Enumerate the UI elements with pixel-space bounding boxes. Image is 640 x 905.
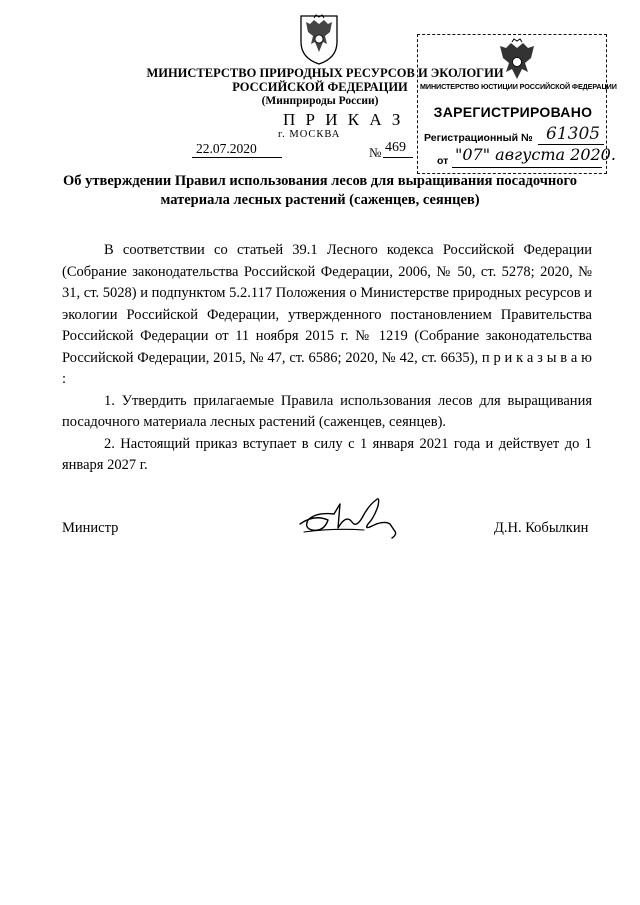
handwritten-signature-icon bbox=[294, 484, 414, 544]
stamp-reg-number-label: Регистрационный № bbox=[424, 132, 533, 144]
ministry-name-line2: РОССИЙСКОЙ ФЕДЕРАЦИИ bbox=[232, 80, 408, 94]
preamble-paragraph: В соответствии со статьей 39.1 Лесного кодекса Российской Федерации (Собрание законодательства Российской Федерации, 2006, № 50, ст. 5278; 2020, № 31, ст. 5028) и подпунктом 5.2.117 Положения о Министерстве природных ресурсов и экологии Российской Федерации, утвержденного постановлением Правительства Российской Федерации от 11 ноября 2015 г. № 1219 (Собрание законодательства Российской Федерации, 2015, № 47, ст. 6586; 2020, № 42, ст. 6635), п р и к а з ы в а ю : bbox=[62, 242, 592, 387]
ministry-short-name: (Минприроды России) bbox=[261, 95, 379, 107]
document-type: П Р И К А З bbox=[283, 110, 404, 129]
stamp-date-label: от bbox=[437, 155, 449, 167]
date-underline bbox=[192, 157, 282, 158]
stamp-coat-of-arms-icon bbox=[495, 38, 539, 82]
stamp-ministry-name: МИНИСТЕРСТВО ЮСТИЦИИ РОССИЙСКОЙ ФЕДЕРАЦИИ bbox=[420, 82, 617, 91]
order-date: 22.07.2020 bbox=[196, 141, 257, 156]
number-underline bbox=[383, 157, 413, 158]
stamp-reg-date: "07" августа 2020. bbox=[455, 145, 616, 164]
order-body bbox=[62, 240, 592, 477]
number-sign: № bbox=[369, 145, 382, 160]
clause-1: 1. Утвердить прилагаемые Правила использования лесов для выращивания посадочного материала лесных растений (саженцев, сеянцев). bbox=[62, 392, 592, 430]
issue-city: г. МОСКВА bbox=[278, 129, 341, 140]
order-number: 469 bbox=[385, 140, 406, 155]
signatory-name: Д.Н. Кобылкин bbox=[494, 520, 589, 536]
ministry-name-line1: МИНИСТЕРСТВО ПРИРОДНЫХ РЕСУРСОВ И ЭКОЛОГИИ bbox=[146, 66, 504, 80]
stamp-status: ЗАРЕГИСТРИРОВАНО bbox=[433, 104, 593, 120]
stamp-reg-number: 61305 bbox=[546, 124, 601, 144]
stamp-date-underline bbox=[452, 167, 602, 168]
signatory-role: Министр bbox=[62, 520, 119, 536]
coat-of-arms-icon bbox=[296, 12, 342, 66]
order-title: Об утверждении Правил использования лесов для выращивания посадочного материала лесных растений (саженцев, сеянцев) bbox=[63, 173, 577, 208]
clause-2: 2. Настоящий приказ вступает в силу с 1 января 2021 года и действует до 1 января 2027 г. bbox=[62, 435, 592, 473]
